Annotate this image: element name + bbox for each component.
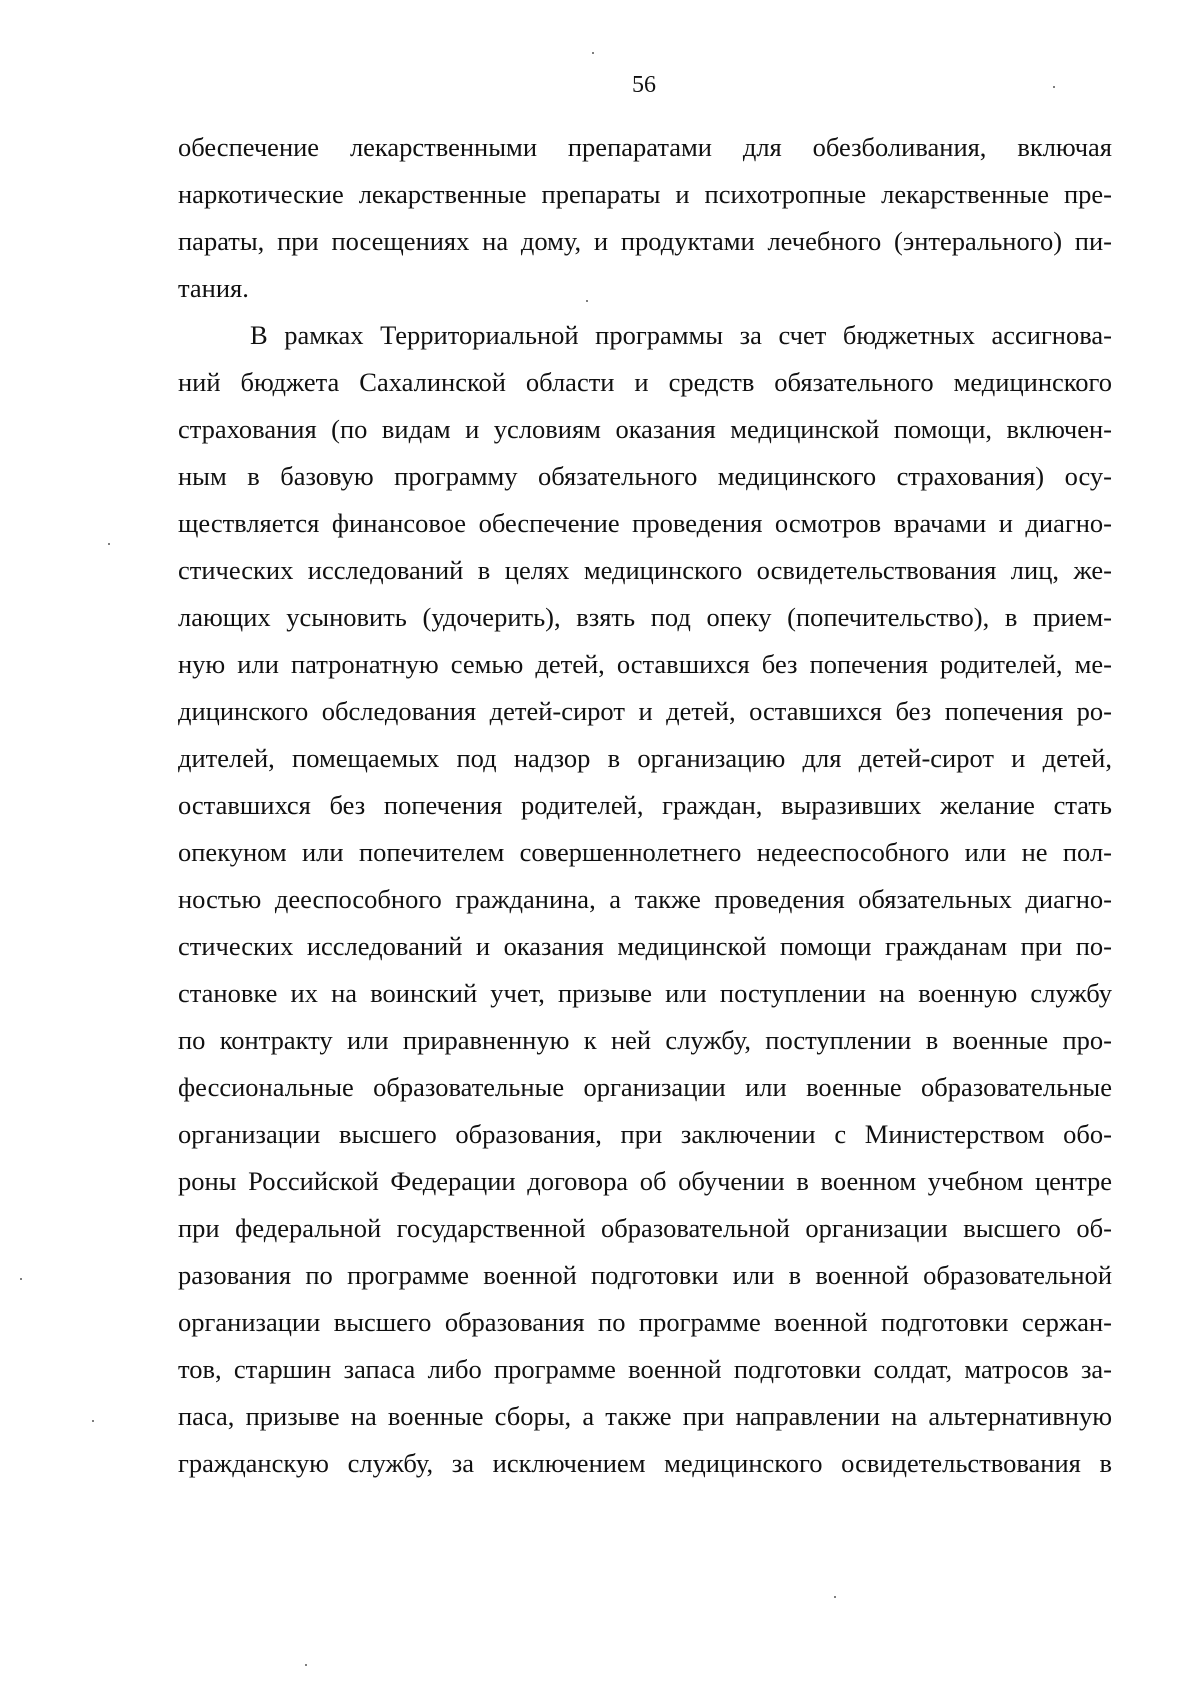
text-line: дицинского обследования детей-сирот и детей, оставшихся без попечения ро-: [178, 696, 1112, 726]
scan-speck: [592, 52, 594, 54]
paragraph-1: [178, 124, 1112, 312]
text-line: разования по программе военной подготовки или в военной образовательной: [178, 1260, 1112, 1290]
page-number: 56: [632, 72, 656, 98]
scan-speck: [92, 1420, 94, 1422]
paragraph-2: [178, 312, 1112, 1487]
text-line: ную или патронатную семью детей, оставшихся без попечения родителей, ме-: [178, 649, 1112, 679]
text-line: по контракту или приравненную к ней службу, поступлении в военные про-: [178, 1025, 1112, 1055]
text-line: при федеральной государственной образовательной организации высшего об-: [178, 1213, 1112, 1243]
text-line: наркотические лекарственные препараты и психотропные лекарственные пре-: [178, 179, 1112, 209]
scan-speck: [586, 300, 588, 302]
scan-speck: [834, 1596, 836, 1598]
text-line: фессиональные образовательные организации или военные образовательные: [178, 1072, 1112, 1102]
text-line: дителей, помещаемых под надзор в организацию для детей-сирот и детей,: [178, 743, 1112, 773]
text-line: стических исследований в целях медицинского освидетельствования лиц, же-: [178, 555, 1112, 585]
body-text: [178, 124, 1112, 1487]
text-line: лающих усыновить (удочерить), взять под опеку (попечительство), в прием-: [178, 602, 1112, 632]
text-line: организации высшего образования, при заключении с Министерством обо-: [178, 1119, 1112, 1149]
text-line: ным в базовую программу обязательного медицинского страхования) осу-: [178, 461, 1112, 491]
scan-speck: [305, 1664, 307, 1666]
text-line: ний бюджета Сахалинской области и средств обязательного медицинского: [178, 367, 1112, 397]
text-line: организации высшего образования по программе военной подготовки сержан-: [178, 1307, 1112, 1337]
text-line: ществляется финансовое обеспечение проведения осмотров врачами и диагно-: [178, 508, 1112, 538]
text-line: тания.: [178, 273, 249, 303]
text-line: роны Российской Федерации договора об обучении в военном учебном центре: [178, 1166, 1112, 1196]
text-line: опекуном или попечителем совершеннолетнего недееспособного или не пол-: [178, 837, 1112, 867]
text-line: страхования (по видам и условиям оказания медицинской помощи, включен-: [178, 414, 1112, 444]
text-line: гражданскую службу, за исключением медицинского освидетельствования в: [178, 1448, 1112, 1478]
text-line: оставшихся без попечения родителей, граждан, выразивших желание стать: [178, 790, 1112, 820]
text-line: стических исследований и оказания медицинской помощи гражданам при по-: [178, 931, 1112, 961]
text-line: ностью дееспособного гражданина, а также проведения обязательных диагно-: [178, 884, 1112, 914]
text-line: паса, призыве на военные сборы, а также при направлении на альтернативную: [178, 1401, 1112, 1431]
text-line: становке их на воинский учет, призыве или поступлении на военную службу: [178, 978, 1112, 1008]
scan-speck: [20, 1278, 22, 1280]
text-line: тов, старшин запаса либо программе военной подготовки солдат, матросов за-: [178, 1354, 1112, 1384]
text-line: параты, при посещениях на дому, и продуктами лечебного (энтерального) пи-: [178, 226, 1112, 256]
text-line: В рамках Территориальной программы за счет бюджетных ассигнова-: [250, 320, 1112, 350]
scan-speck: [108, 543, 110, 545]
scan-speck: [1053, 86, 1055, 88]
text-line: обеспечение лекарственными препаратами для обезболивания, включая: [178, 132, 1112, 162]
